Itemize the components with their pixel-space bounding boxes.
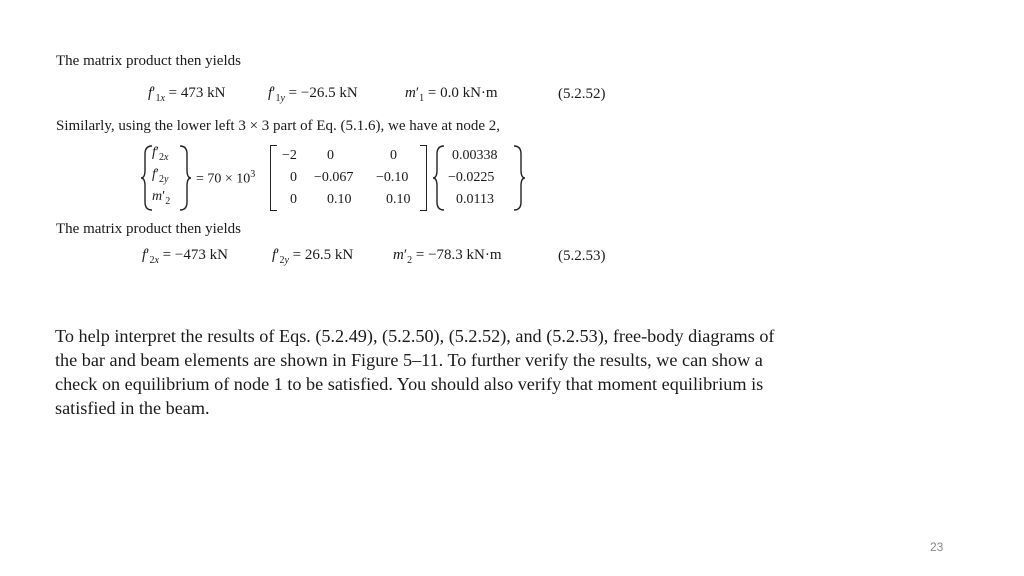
equation-f2y: $f'_{2y} = 26.5$ kN [272,247,354,266]
vector-m2: $m'_2$ [152,189,171,207]
text-line-3: The matrix product then yields [56,221,241,237]
equation-f2y-value: = 26.5 kN [292,247,354,263]
matrix-right-bracket [420,145,427,211]
equation-f2x: $f'_{2x} = -473$ kN [142,247,228,266]
equation-number-5-2-52: (5.2.52) [558,86,606,102]
matrix-cell: 0 [290,192,297,207]
equation-f1x-value: = 473 kN [168,85,226,101]
equation-f1y: $f'_{1y} = -26.5$ kN [268,85,358,104]
vector-f2y: $f'_{2y}$ [152,167,169,185]
equation-m2-value: = −78.3 kN·m [415,247,502,263]
text-line-2: Similarly, using the lower left 3 × 3 part of Eq. (5.1.6), we have at node 2, [56,118,501,134]
coefficient-base: = 70 × 10 [196,171,251,187]
equation-f2x-value: = −473 kN [162,247,228,263]
matrix-cell: −0.067 [314,170,354,185]
matrix-cell: 0 [390,148,397,163]
vector-cell: 0.00338 [452,148,498,163]
equation-m1: $m'_1 = 0.0$ kN·m [405,85,498,104]
equation-m1-value: = 0.0 kN·m [427,85,498,101]
coefficient [196,169,255,188]
vector-f2x: $f'_{2x}$ [152,145,169,163]
equation-m2: $m'_2 = -78.3$ kN·m [393,247,502,266]
matrix-cell: −0.10 [376,170,409,185]
equation-number-5-2-53: (5.2.53) [558,248,606,264]
matrix-left-bracket [270,145,277,211]
body-paragraph: To help interpret the results of Eqs. (5.2.49), (5.2.50), (5.2.52), and (5.2.53), free-body diagrams of the bar and beam elements are shown in Figure 5–11. To further verify the results, we can show a check on equilibrium of node 1 to be satisfied. You should also verify that moment equilibrium is satisfied in the beam. [55,326,775,418]
page-number: 23 [930,540,944,554]
matrix-cell: −2 [282,148,297,163]
vector-left-brace-icon [432,144,446,212]
coefficient-exponent: 3 [250,169,256,180]
matrix-cell: 0.10 [386,192,411,207]
matrix-cell: 0.10 [327,192,352,207]
right-brace-icon [178,144,192,212]
equation-f1y-value: = −26.5 kN [288,85,358,101]
vector-right-brace-icon [512,144,526,212]
matrix-cell: 0 [327,148,334,163]
matrix-cell: 0 [290,170,297,185]
equation-f1x: $f'_{1x} = 473$ kN [148,85,226,104]
vector-cell: −0.0225 [448,170,495,185]
text-line-1: The matrix product then yields [56,53,241,69]
cropped-text-middle [160,306,800,314]
vector-cell: 0.0113 [456,192,494,207]
cropped-text-top [200,30,500,38]
